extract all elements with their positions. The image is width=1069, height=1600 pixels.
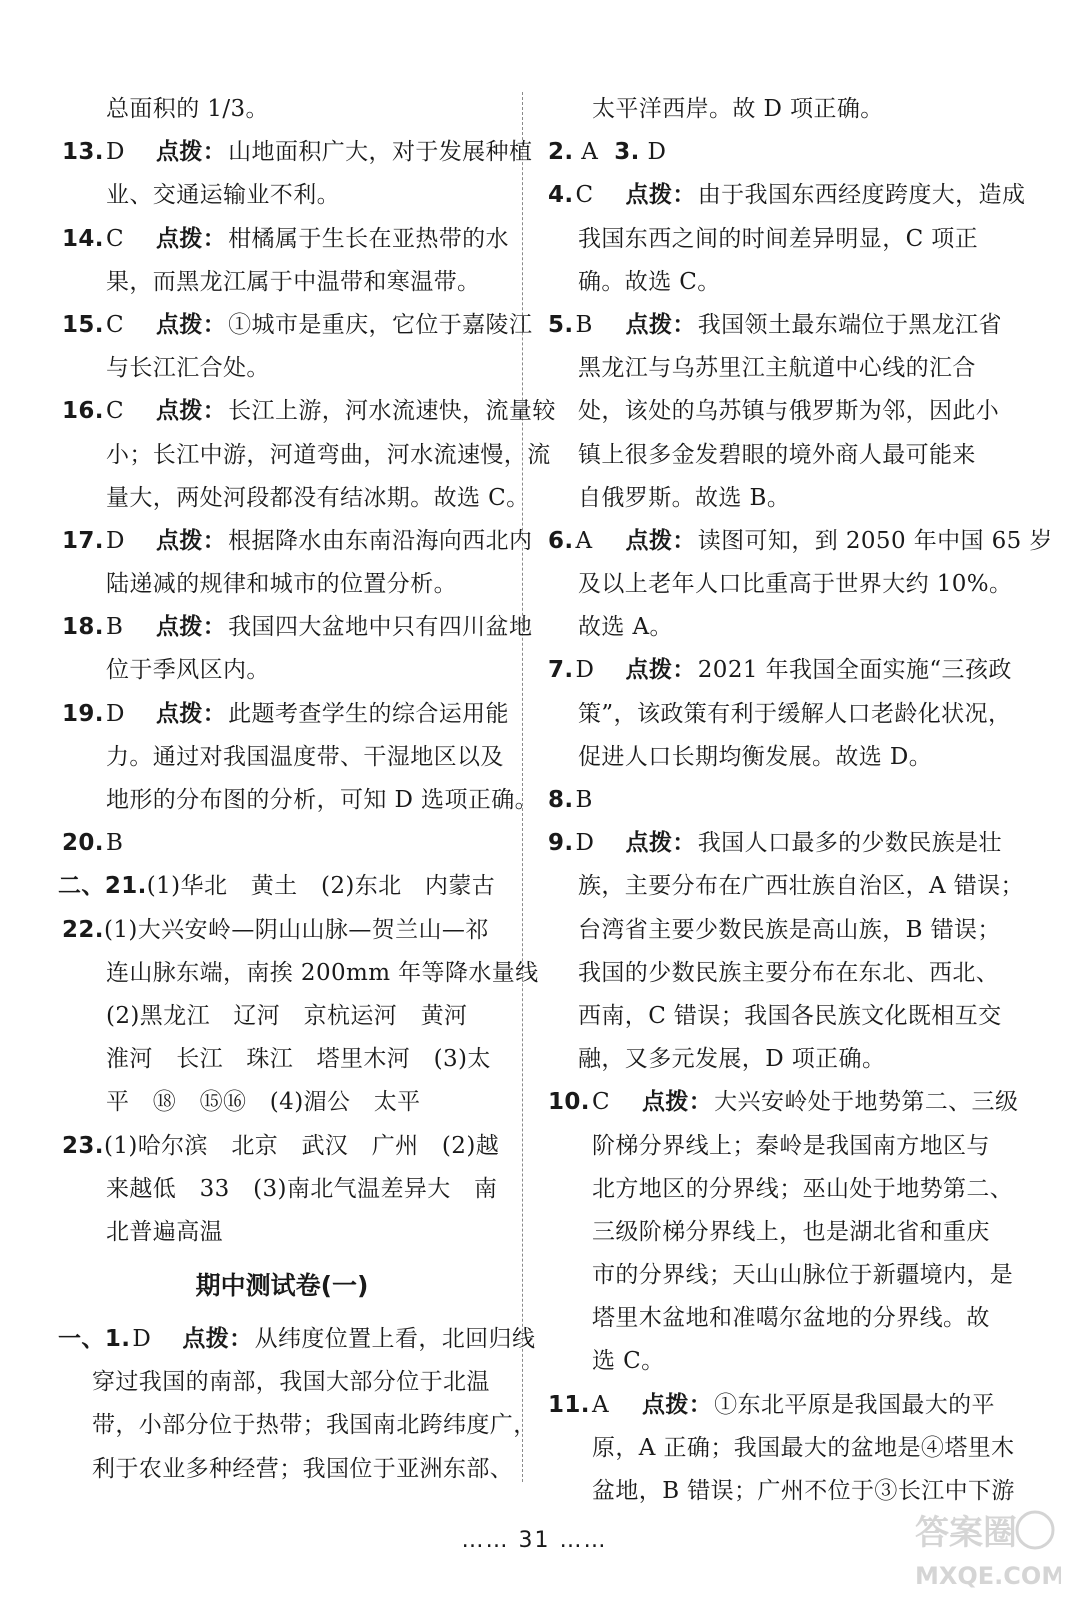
- answer-item-14: [62, 218, 509, 304]
- hint-text: 果，而黑龙江属于中温带和寒温带。: [106, 268, 481, 295]
- hint-label: 点拨：: [155, 311, 227, 338]
- hint-label: 点拨：: [625, 182, 696, 209]
- hint-text: 确。故选 C。: [578, 268, 721, 295]
- answer-item-7: [548, 649, 1012, 779]
- item-number: 22.: [62, 916, 104, 943]
- hint-text: 阶梯分界线上；秦岭是我国南方地区与: [592, 1132, 990, 1159]
- page-number: 31: [518, 1528, 551, 1553]
- hint-text: 台湾省主要少数民族是高山族，B 错误；: [578, 916, 1001, 943]
- hint-text: 小；长江中游，河道弯曲，河水流速慢，流: [106, 441, 551, 468]
- section-prefix: 二、: [58, 873, 105, 900]
- hint-text: 族，主要分布在广西壮族自治区，A 错误；: [578, 873, 1024, 900]
- hint-text: 此题考查学生的综合运用能: [228, 700, 509, 727]
- item-number: 20.: [62, 830, 104, 857]
- answer-text: 淮河 长江 珠江 塔里木河 (3)太: [106, 1046, 491, 1073]
- answer-item-8: [548, 779, 994, 822]
- item-number: 23.: [62, 1132, 104, 1159]
- answer-item-23: [62, 1125, 502, 1255]
- item-number: 6.: [548, 527, 574, 554]
- answer-text: 连山脉东端，南挨 200mm 年等降水量线: [106, 959, 539, 986]
- answer-text: (2)黑龙江 辽河 京杭运河 黄河: [106, 1002, 468, 1029]
- hint-label: 点拨：: [625, 311, 696, 338]
- item-answer: D: [132, 1326, 152, 1353]
- item-answer: C: [105, 311, 124, 338]
- answer-item-5: [548, 304, 1002, 520]
- answer-item-13: [62, 131, 533, 217]
- item-number: 1.: [104, 1326, 131, 1353]
- hint-text: 利于农业多种经营；我国位于亚洲东部、: [92, 1455, 514, 1482]
- item-number: 19.: [62, 700, 104, 727]
- section-prefix: 一、: [58, 1326, 105, 1353]
- item-number: 16.: [62, 398, 104, 425]
- hint-text: 长江上游，河水流速快，流量较: [228, 398, 556, 425]
- hint-text: 自俄罗斯。故选 B。: [578, 484, 791, 511]
- hint-text: ①城市是重庆，它位于嘉陵江: [228, 311, 533, 338]
- watermark-bottom-text: MXQE.COM: [915, 1562, 1061, 1590]
- hint-text: 业、交通运输业不利。: [106, 182, 340, 209]
- answer-item-9: [548, 822, 1024, 1081]
- item-answer: D: [647, 139, 667, 166]
- hint-label: 点拨：: [155, 527, 227, 554]
- hint-text: 与长江汇合处。: [106, 355, 270, 382]
- item-answer: B: [575, 787, 593, 813]
- item-answer: D: [575, 830, 595, 857]
- section-heading: 期中测试卷(一): [195, 1271, 369, 1301]
- item-answer: A: [591, 1391, 609, 1418]
- hint-text: 我国四大盆地中只有四川盆地: [228, 614, 533, 641]
- item-answer: B: [575, 311, 593, 338]
- answer-text: (1)大兴安岭—阴山山脉—贺兰山—祁: [103, 916, 489, 943]
- hint-text: 穿过我国的南部，我国大部分位于北温: [92, 1369, 490, 1396]
- watermark-logo: [911, 1500, 1061, 1592]
- hint-text: 从纬度位置上看，北回归线: [254, 1326, 536, 1353]
- hint-text: 量大，两处河段都没有结冰期。故选 C。: [106, 484, 530, 511]
- hint-text: 大兴安岭处于地势第二、三级: [714, 1089, 1019, 1116]
- hint-text: 位于季风区内。: [106, 657, 270, 684]
- answer-item-4: [548, 174, 1026, 304]
- hint-text: 我国的少数民族主要分布在东北、西北、: [578, 959, 1000, 986]
- hint-label: 点拨：: [182, 1326, 253, 1353]
- hint-text: 带，小部分位于热带；我国南北跨纬度广，: [92, 1412, 537, 1439]
- answer-item-11: [548, 1384, 1015, 1514]
- hint-text: 黑龙江与乌苏里江主航道中心线的汇合: [578, 355, 976, 382]
- answer-text: (1)哈尔滨 北京 武汉 广州 (2)越: [103, 1132, 500, 1159]
- left-column: [58, 88, 556, 1491]
- item-answer: D: [105, 527, 125, 554]
- hint-text: ①东北平原是我国最大的平: [714, 1391, 995, 1418]
- hint-text: 策”，该政策有利于缓解人口老龄化状况，: [578, 700, 1012, 727]
- hint-text: 市的分界线；天山山脉位于新疆境内，是: [592, 1262, 1014, 1289]
- item-number: 9.: [548, 830, 574, 857]
- footer-dots-left: ……: [461, 1528, 510, 1553]
- hint-label: 点拨：: [625, 830, 696, 857]
- item-answer: C: [575, 182, 594, 209]
- item-number: 2.: [548, 139, 574, 166]
- answer-item-20: [62, 822, 502, 865]
- answer-item-6: [548, 520, 1053, 650]
- answer-line: 太平洋西岸。故 D 项正确。: [592, 96, 884, 122]
- item-answer: D: [575, 657, 595, 684]
- item-answer: C: [105, 398, 124, 425]
- item-number: 5.: [548, 311, 574, 338]
- answer-item-16: [62, 390, 556, 520]
- hint-text: 2021 年我国全面实施“三孩政: [697, 657, 1012, 684]
- hint-text: 我国领土最东端位于黑龙江省: [697, 311, 1002, 338]
- hint-text: 处，该处的乌苏镇与俄罗斯为邻，因此小: [578, 398, 1000, 425]
- item-answer: A: [575, 527, 593, 554]
- hint-text: 我国人口最多的少数民族是壮: [697, 830, 1002, 857]
- item-number: 4.: [548, 182, 574, 209]
- hint-text: 山地面积广大，对于发展种植: [228, 139, 533, 166]
- hint-text: 我国东西之间的时间差异明显，C 项正: [578, 225, 979, 252]
- hint-text: 选 C。: [592, 1348, 665, 1375]
- hint-text: 根据降水由东南沿海向西北内: [228, 527, 533, 554]
- hint-text: 读图可知，到 2050 年中国 65 岁: [697, 527, 1053, 554]
- hint-text: 西南，C 错误；我国各民族文化既相互交: [578, 1002, 1002, 1029]
- hint-text: 及以上老年人口比重高于世界大约 10%。: [578, 571, 1013, 598]
- hint-text: 北方地区的分界线；巫山处于地势第二、: [592, 1175, 1014, 1202]
- answer-item-15: [62, 304, 533, 390]
- item-answer: D: [105, 700, 125, 727]
- hint-label: 点拨：: [641, 1089, 713, 1116]
- hint-label: 点拨：: [155, 139, 227, 166]
- footer-dots-right: ……: [559, 1528, 608, 1553]
- hint-label: 点拨：: [155, 225, 227, 252]
- hint-text: 故选 A。: [578, 614, 673, 641]
- item-number: 3.: [614, 139, 640, 166]
- hint-text: 由于我国东西经度跨度大，造成: [697, 182, 1026, 209]
- hint-text: 促进人口长期均衡发展。故选 D。: [578, 743, 933, 770]
- item-number: 11.: [548, 1391, 590, 1418]
- answer-text: (1)华北 黄土 (2)东北 内蒙古: [146, 873, 496, 900]
- hint-text: 陆递减的规律和城市的位置分析。: [106, 571, 457, 598]
- answer-item-21: [58, 865, 502, 908]
- hint-text: 三级阶梯分界线上，也是湖北省和重庆: [592, 1218, 990, 1245]
- item-answer: B: [105, 614, 124, 641]
- item-number: 7.: [548, 657, 574, 684]
- answer-item-17: [62, 520, 533, 606]
- item-number: 10.: [548, 1089, 590, 1116]
- answer-text: 北普遍高温: [106, 1218, 223, 1245]
- item-answer: B: [105, 830, 124, 857]
- item-number: 21.: [104, 873, 147, 900]
- hint-label: 点拨：: [625, 527, 696, 554]
- item-answer: D: [105, 139, 125, 166]
- answer-item-midterm-1: [58, 1318, 537, 1491]
- page-number-footer: [0, 1528, 1069, 1553]
- right-column: [548, 88, 1053, 1513]
- answer-text: 平 ⑱ ⑮⑯ (4)湄公 太平: [106, 1089, 421, 1116]
- hint-text: 塔里木盆地和准噶尔盆地的分界线。故: [592, 1305, 990, 1332]
- hint-label: 点拨：: [155, 398, 227, 425]
- hint-label: 点拨：: [155, 700, 227, 727]
- item-number: 17.: [62, 527, 104, 554]
- hint-text: 镇上很多金发碧眼的境外商人最可能来: [578, 441, 976, 468]
- watermark-logo-icon: [911, 1500, 1061, 1592]
- watermark-top-text: 答案圈: [915, 1513, 1017, 1553]
- hint-label: 点拨：: [155, 614, 227, 641]
- hint-text: 柑橘属于生长在亚热带的水: [228, 225, 509, 252]
- hint-text: 原，A 正确；我国最大的盆地是④塔里木: [592, 1434, 1015, 1461]
- hint-label: 点拨：: [641, 1391, 713, 1418]
- answer-item-10: [548, 1081, 1019, 1383]
- hint-text: 力。通过对我国温度带、干湿地区以及: [106, 743, 504, 770]
- answer-item-22: [62, 909, 539, 1125]
- item-answer: A: [581, 139, 599, 166]
- item-answer: C: [591, 1089, 610, 1116]
- hint-label: 点拨：: [625, 657, 696, 684]
- item-answer: C: [105, 225, 124, 252]
- item-number: 15.: [62, 311, 104, 338]
- answer-item-18: [62, 606, 533, 692]
- item-number: 8.: [548, 787, 574, 813]
- answer-text: 来越低 33 (3)南北气温差异大 南: [106, 1175, 498, 1202]
- answer-line: 总面积的 1/3。: [106, 96, 269, 122]
- hint-text: 地形的分布图的分析，可知 D 选项正确。: [106, 787, 539, 813]
- answer-item-2-3: [548, 131, 994, 174]
- item-number: 13.: [62, 139, 104, 166]
- item-number: 14.: [62, 225, 104, 252]
- hint-text: 盆地，B 错误；广州不位于③长江中下游: [592, 1478, 1015, 1504]
- answer-item-19: [62, 693, 539, 823]
- hint-text: 融，又多元发展，D 项正确。: [578, 1046, 886, 1073]
- item-number: 18.: [62, 614, 104, 641]
